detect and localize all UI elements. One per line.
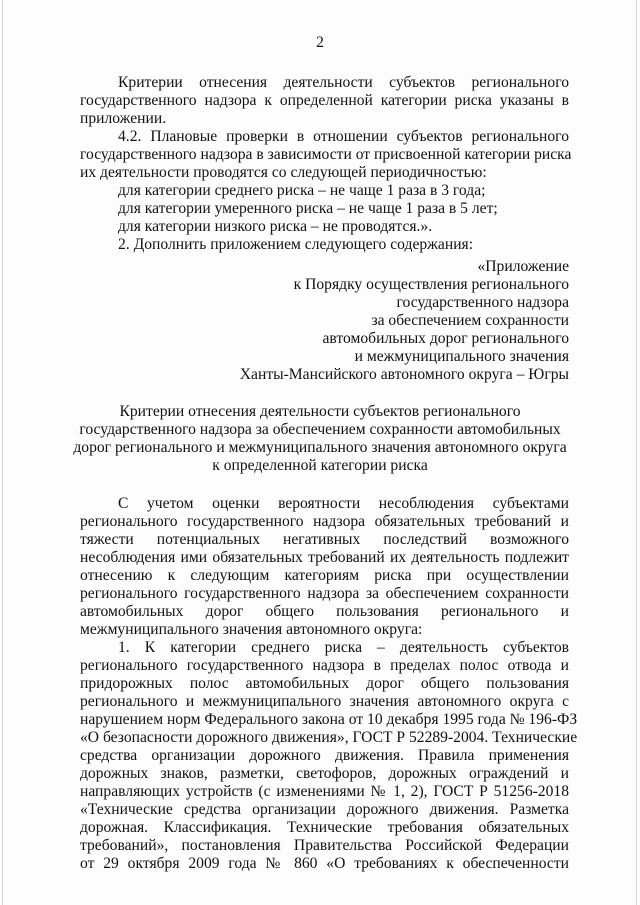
body-intro-line: несоблюдения ими обязательных требований их деятельность подлежит: [80, 549, 569, 566]
item-1-line: 1. К категории среднего риска – деятельность субъектов: [118, 639, 569, 656]
item-1-line: направляющих устройств (с изменениями № 1, 2), ГОСТ Р 51256-2018: [80, 783, 569, 800]
body-intro-line: межмуниципального значения автономного округа:: [80, 621, 423, 638]
appendix-header-line-6: и межмуниципального значения: [354, 348, 569, 365]
criteria-intro-line-2: государственного надзора к определенной категории риска указаны в: [80, 92, 569, 109]
supplement-line: 2. Дополнить приложением следующего содержания:: [118, 236, 474, 253]
item-1-line: требований», постановления Правительства Российской Федерации: [80, 837, 569, 854]
body-intro-line: С учетом оценки вероятности несоблюдения субъектами: [118, 495, 569, 512]
risk-list-item: для категории умеренного риска – не чаще 1 раза в 5 лет;: [118, 200, 498, 217]
risk-list-item: для категории низкого риска – не проводятся.».: [118, 218, 433, 235]
page-number: 2: [316, 34, 324, 51]
appendix-header-line-5: автомобильных дорог регионального: [322, 330, 569, 347]
item-1-line: регионального государственного надзора в пределах полос отвода и: [80, 657, 569, 674]
appendix-header-line-4: за обеспечением сохранности: [371, 312, 569, 329]
item-1-line: придорожных полос автомобильных дорог общего пользования: [80, 675, 569, 692]
item-1-line: дорожная. Классификация. Технические требования обязательных: [80, 819, 569, 836]
scan-edge-left: [2, 0, 3, 905]
risk-list-item: для категории среднего риска – не чаще 1 раза в 3 года;: [118, 182, 486, 199]
item-1-line: нарушением норм Федерального закона от 10 декабря 1995 года № 196-ФЗ: [80, 711, 578, 728]
item-1-line: регионального и межмуниципального значения автономного округа с: [80, 693, 569, 710]
item-1-line: средства организации дорожного движения. Правила применения: [80, 747, 569, 764]
appendix-header-line-1: «Приложение: [477, 258, 569, 275]
inspections-line-3: их деятельности проводятся со следующей периодичностью:: [80, 164, 487, 181]
criteria-title-line-4: к определенной категории риска: [212, 457, 428, 474]
body-intro-line: регионального государственного надзора за обеспечением сохранности: [80, 585, 569, 602]
criteria-title-line-2: государственного надзора за обеспечением сохранности автомобильных: [79, 421, 561, 438]
inspections-line-2: государственного надзора в зависимости от присвоенной категории риска: [80, 146, 572, 163]
item-1-line: «О безопасности дорожного движения», ГОСТ Р 52289-2004. Технические: [80, 729, 578, 746]
criteria-title-line-3: дорог регионального и межмуниципального значения автономного округа: [73, 439, 567, 456]
body-intro-line: отнесению к следующим категориям риска при осуществлении: [80, 567, 569, 584]
inspections-line-1: 4.2. Плановые проверки в отношении субъектов регионального: [118, 128, 569, 145]
body-intro-line: автомобильных дорог общего пользования регионального и: [80, 603, 569, 620]
appendix-header-line-3: государственного надзора: [396, 294, 569, 311]
body-intro-line: регионального государственного надзора обязательных требований и: [80, 513, 569, 530]
appendix-header-line-7: Ханты-Мансийского автономного округа – Югры: [239, 366, 569, 383]
item-1-line: «Технические средства организации дорожного движения. Разметка: [80, 801, 569, 818]
criteria-intro-line-3: приложении.: [80, 110, 167, 127]
body-intro-line: тяжести потенциальных негативных последствий возможного: [80, 531, 569, 548]
scan-edge-right: [636, 0, 637, 905]
item-1-line: дорожных знаков, разметки, светофоров, дорожных ограждений и: [80, 765, 569, 782]
item-1-line: от 29 октября 2009 года № 860 «О требованиях к обеспеченности: [80, 855, 569, 872]
criteria-title-line-1: Критерии отнесения деятельности субъектов регионального: [119, 403, 521, 420]
criteria-intro-line-1: Критерии отнесения деятельности субъектов регионального: [118, 74, 569, 91]
appendix-header-line-2: к Порядку осуществления регионального: [293, 276, 569, 293]
